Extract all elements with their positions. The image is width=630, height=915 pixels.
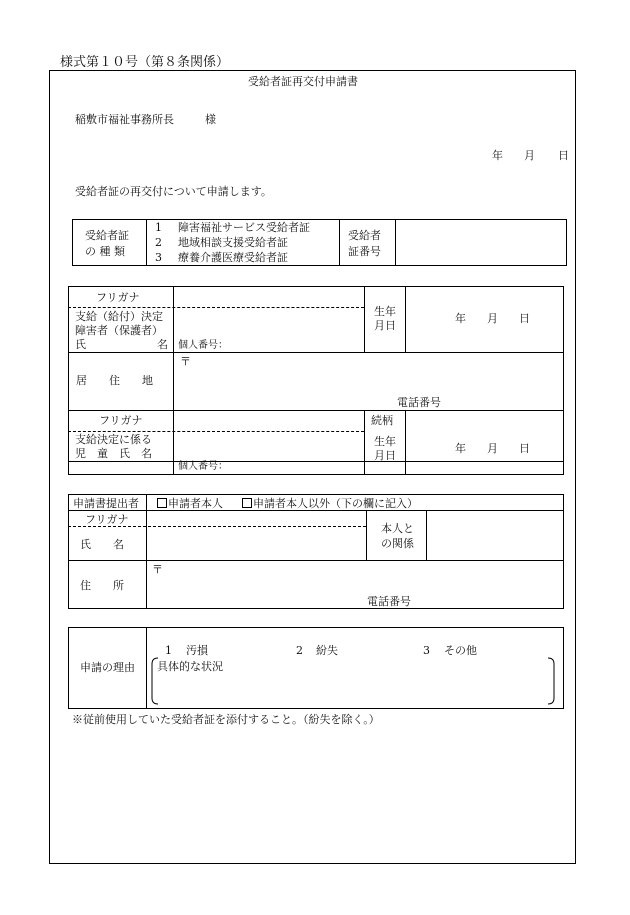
recipient-table-birth-border-2: [405, 461, 406, 475]
child-furigana-label: フリガナ: [99, 414, 143, 427]
recipient-postal-mark: 〒: [180, 355, 191, 368]
certificate-type-label-1: 受給者証: [85, 229, 129, 242]
checkbox-icon: [242, 498, 252, 508]
form-title: 受給者証再交付申請書: [248, 75, 358, 88]
submitter-option-other-label: 申請者本人以外（下の欄に記入）: [253, 497, 418, 510]
submitter-option-other[interactable]: [242, 498, 418, 509]
cert-option-3-num: 3: [155, 251, 162, 264]
recipient-table-right-border: [563, 461, 564, 475]
intro-text: 受給者証の再交付について申請します。: [75, 185, 272, 198]
recipient-name-field[interactable]: [175, 309, 362, 339]
child-name-label-1: 支給決定に係る: [75, 433, 152, 446]
reason-option-3-num: 3: [423, 644, 430, 657]
addressee-office: 稲敷市福祉事務所長: [75, 113, 174, 126]
checkbox-icon: [157, 498, 167, 508]
child-birth-month: 月: [487, 442, 498, 455]
addressee-honorific: 様: [205, 113, 216, 126]
recipient-table-bottom-border: [68, 474, 564, 475]
recipient-name-label-2: 障害者（保護者）: [75, 324, 163, 337]
cert-option-3-text: 療養介護医療受給者証: [178, 251, 288, 264]
recipient-furigana-label: フリガナ: [96, 291, 140, 304]
recipient-address-field[interactable]: [175, 354, 562, 390]
cert-option-2-num: 2: [155, 236, 162, 249]
child-relation-field[interactable]: [407, 412, 562, 430]
reason-detail-field[interactable]: [160, 676, 552, 702]
submitter-address-label: 住 所: [80, 579, 124, 592]
reason-option-1-text[interactable]: 汚損: [186, 644, 208, 657]
date-day: 日: [558, 149, 569, 162]
reason-label: 申請の理由: [80, 661, 135, 674]
submitter-furigana-label: フリガナ: [85, 513, 129, 526]
child-birth-label-2: 月日: [374, 449, 396, 462]
recipient-name-label-1: 支給（給付）決定: [75, 310, 163, 323]
recipient-personal-number-label: 個人番号：: [178, 340, 228, 351]
recipient-table-birth-border: [364, 461, 365, 475]
reason-option-2-text[interactable]: 紛失: [316, 644, 338, 657]
recipient-table-mid-border: [173, 461, 174, 475]
form-number: 様式第１０号（第８条関係）: [60, 55, 230, 70]
date-month: 月: [524, 149, 535, 162]
child-furigana-field[interactable]: [175, 412, 362, 430]
recipient-table-left-border: [68, 461, 69, 475]
child-personal-number-label: 個人番号：: [178, 461, 228, 472]
date-year: 年: [492, 149, 503, 162]
recipient-birth-day: 日: [519, 312, 530, 325]
submitter-phone-label: 電話番号: [367, 595, 411, 608]
recipient-birth-label-2: 月日: [374, 319, 396, 332]
child-birth-label-1: 生年: [374, 435, 396, 448]
recipient-address-label: 居 住 地: [76, 374, 153, 387]
recipient-birth-year: 年: [455, 312, 466, 325]
child-birth-year: 年: [455, 442, 466, 455]
cert-option-1-num: 1: [155, 221, 162, 234]
submitter-name-label: 氏 名: [80, 538, 124, 551]
submitter-option-self[interactable]: [157, 498, 223, 509]
recipient-name-label-3a: 氏: [75, 338, 86, 351]
cert-number-label-1: 受給者: [348, 229, 381, 242]
submitter-address-field[interactable]: [148, 562, 562, 592]
child-relation-label: 続柄: [371, 414, 393, 427]
reason-detail-label: 具体的な状況: [157, 660, 223, 673]
submitter-relation-field[interactable]: [428, 512, 562, 558]
child-birth-day: 日: [519, 442, 530, 455]
submitter-label: 申請書提出者: [73, 497, 139, 510]
submitter-furigana-field[interactable]: [148, 512, 364, 525]
cert-option-1-text: 障害福祉サービス受給者証: [178, 221, 310, 234]
footnote: ※従前使用していた受給者証を添付すること。（紛失を除く。）: [72, 713, 380, 726]
recipient-name-label-3b: 名: [157, 338, 168, 351]
submitter-relation-label-1: 本人と: [381, 522, 414, 535]
recipient-phone-label: 電話番号: [397, 396, 441, 409]
submitter-relation-label-2: の関係: [381, 537, 414, 550]
recipient-birth-month: 月: [487, 312, 498, 325]
submitter-postal-mark: 〒: [152, 563, 163, 576]
submitter-option-self-label: 申請者本人: [168, 497, 223, 510]
child-name-label-2: 児 童 氏 名: [75, 447, 152, 460]
child-name-field[interactable]: [175, 433, 362, 460]
recipient-birth-label-1: 生年: [374, 305, 396, 318]
cert-number-field[interactable]: [396, 220, 566, 265]
reason-option-1-num: 1: [165, 644, 172, 657]
submitter-name-field[interactable]: [148, 528, 364, 558]
certificate-type-label-2: の 種 類: [85, 245, 125, 258]
cert-number-label-2: 証番号: [348, 245, 381, 258]
recipient-furigana-field[interactable]: [175, 288, 362, 306]
cert-option-2-text: 地域相談支援受給者証: [178, 236, 288, 249]
reason-option-2-num: 2: [296, 644, 303, 657]
reason-option-3-text[interactable]: その他: [444, 644, 477, 657]
